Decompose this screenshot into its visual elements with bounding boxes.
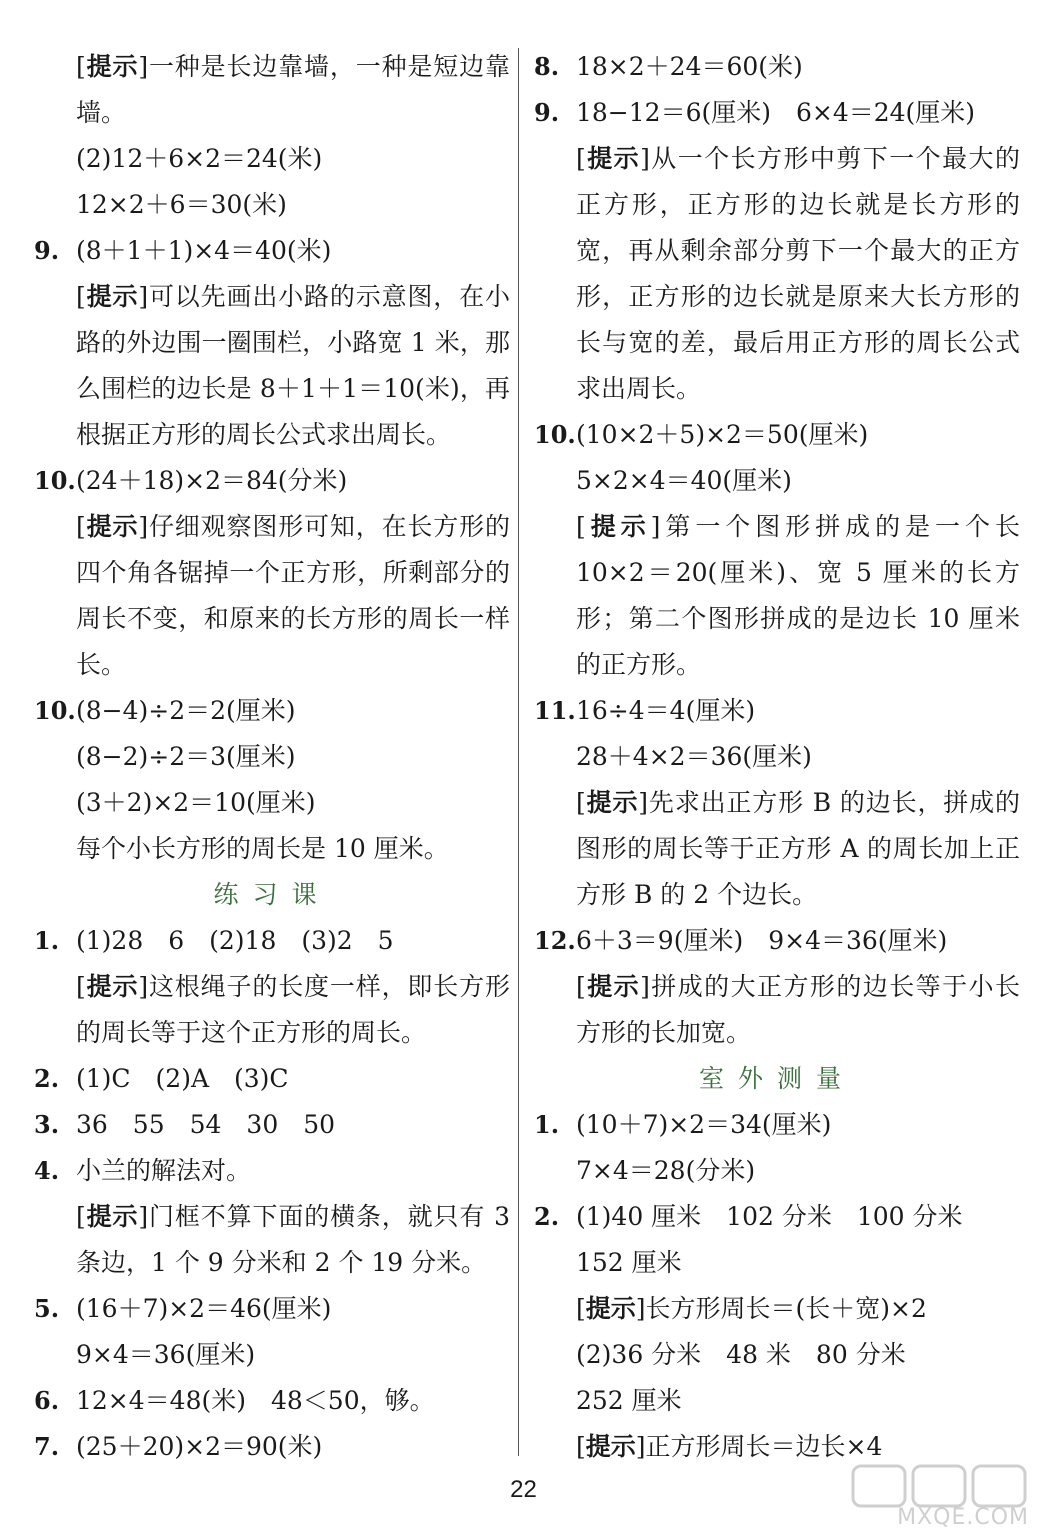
answer-line [76, 1424, 510, 1470]
hint-bracket: [ [576, 1432, 586, 1461]
answer-item [34, 1286, 510, 1378]
answer-item [534, 90, 1020, 412]
answer-item [34, 1102, 510, 1148]
answer-line [76, 136, 510, 182]
answer-line [576, 1240, 1020, 1286]
line-text: 12×4＝48(米) 48＜50，够。 [76, 1386, 435, 1415]
answer-line [76, 182, 510, 228]
line-text: (24＋18)×2＝84(分米) [76, 466, 348, 495]
hint-bracket: [ [76, 512, 86, 541]
answer-item [34, 1424, 510, 1470]
answer-item [534, 44, 1020, 90]
hint-label: 提示 [85, 52, 139, 81]
line-text: (8−4)÷2＝2(厘米) [76, 696, 296, 725]
answer-line [576, 458, 1020, 504]
item-number: 5. [34, 1294, 60, 1323]
item-number: 6. [34, 1386, 60, 1415]
answer-line [576, 1332, 1020, 1378]
answer-line [76, 688, 510, 734]
line-text: (1)40 厘米 102 分米 100 分米 [576, 1202, 963, 1231]
answer-line [76, 458, 510, 504]
line-text: (8−2)÷2＝3(厘米) [76, 742, 296, 771]
item-number: 8. [534, 52, 560, 81]
answer-line [76, 780, 510, 826]
answer-item [34, 1056, 510, 1102]
answer-item [534, 1102, 1020, 1194]
hint-line [576, 1286, 1020, 1332]
hint-bracket: [ [576, 788, 586, 817]
line-text: 从一个长方形中剪下一个最大的正方形，正方形的边长就是长方形的宽，再从剩余部分剪下一个最大的正方形，正方形的边长就是原来大长方形的长与宽的差，最后用正方形的周长公式求出周长。 [576, 144, 1020, 403]
item-number: 10. [34, 466, 76, 495]
answer-line [576, 412, 1020, 458]
answer-line [576, 734, 1020, 780]
hint-bracket: ] [138, 512, 149, 541]
hint-bracket: ] [138, 972, 149, 1001]
hint-bracket: [ [76, 282, 86, 311]
hint-bracket: ] [138, 52, 149, 81]
line-text: 152 厘米 [576, 1248, 682, 1277]
answer-line [76, 1102, 510, 1148]
answer-line [576, 918, 1020, 964]
watermark-text: MXQE.COM [897, 1505, 1029, 1530]
hint-bracket: [ [76, 1202, 86, 1231]
hint-label: 提示 [585, 512, 651, 541]
hint-label: 提示 [85, 512, 139, 541]
line-text: (2)36 分米 48 米 80 分米 [576, 1340, 906, 1369]
line-text: 正方形周长＝边长×4 [645, 1432, 883, 1461]
item-number: 1. [534, 1110, 560, 1139]
page-number: 22 [510, 1476, 537, 1503]
answer-item [534, 412, 1020, 688]
line-text: 第一个图形拼成的是一个长 10×2＝20(厘米)、宽 5 厘米的长方形；第二个图形拼成的是边长 10 厘米的正方形。 [576, 512, 1020, 679]
line-text: 16÷4＝4(厘米) [576, 696, 756, 725]
answer-item [34, 458, 510, 688]
line-text: (2)12＋6×2＝24(米) [76, 144, 323, 173]
column-divider [518, 48, 519, 1456]
hint-bracket: ] [635, 1432, 646, 1461]
line-text: 小兰的解法对。 [76, 1156, 252, 1185]
line-text: 18−12＝6(厘米) 6×4＝24(厘米) [576, 98, 976, 127]
answer-line [76, 1148, 510, 1194]
line-text: (1)C (2)A (3)C [76, 1064, 289, 1093]
hint-bracket: [ [576, 1294, 586, 1323]
right-column [534, 44, 1020, 1470]
item-number: 10. [534, 420, 576, 449]
line-text: (1)28 6 (2)18 (3)2 5 [76, 926, 394, 955]
hint-bracket: ] [635, 1294, 646, 1323]
line-text: (3＋2)×2＝10(厘米) [76, 788, 316, 817]
line-text: 12×2＋6＝30(米) [76, 190, 287, 219]
item-number: 3. [34, 1110, 60, 1139]
answer-item [34, 1378, 510, 1424]
answer-line [76, 1378, 510, 1424]
answer-line [76, 1056, 510, 1102]
line-text: 每个小长方形的周长是 10 厘米。 [76, 834, 449, 863]
section-title: 练习课 [213, 880, 331, 909]
answer-item [534, 688, 1020, 918]
answer-line [76, 918, 510, 964]
hint-bracket: [ [576, 512, 586, 541]
line-text: 28＋4×2＝36(厘米) [576, 742, 812, 771]
answer-line [576, 1148, 1020, 1194]
section-title: 室外测量 [698, 1064, 855, 1093]
hint-line [76, 964, 510, 1056]
answer-item [534, 918, 1020, 1056]
hint-line [76, 274, 510, 458]
answer-line [576, 90, 1020, 136]
hint-bracket: [ [76, 52, 86, 81]
hint-label: 提示 [585, 972, 641, 1001]
item-number: 7. [34, 1432, 60, 1461]
hint-label: 提示 [85, 1202, 139, 1231]
line-text: 252 厘米 [576, 1386, 682, 1415]
hint-label: 提示 [585, 144, 641, 173]
item-number: 1. [34, 926, 60, 955]
answer-line [76, 826, 510, 872]
line-text: 36 55 54 30 50 [76, 1110, 336, 1139]
answer-line [576, 1102, 1020, 1148]
hint-label: 提示 [85, 972, 139, 1001]
hint-bracket: ] [638, 788, 649, 817]
item-number: 9. [534, 98, 560, 127]
line-text: 7×4＝28(分米) [576, 1156, 756, 1185]
line-text: (10×2＋5)×2＝50(厘米) [576, 420, 869, 449]
hint-line [576, 136, 1020, 412]
answer-item [34, 44, 510, 228]
hint-line [76, 1194, 510, 1286]
hint-line [576, 964, 1020, 1056]
item-number: 10. [34, 696, 76, 725]
answer-line [576, 1378, 1020, 1424]
answer-line [576, 44, 1020, 90]
line-text: 6＋3＝9(厘米) 9×4＝36(厘米) [576, 926, 948, 955]
hint-label: 提示 [585, 1294, 636, 1323]
hint-bracket: ] [640, 144, 650, 173]
line-text: 18×2＋24＝60(米) [576, 52, 803, 81]
line-text: (16＋7)×2＝46(厘米) [76, 1294, 332, 1323]
answer-line [76, 1332, 510, 1378]
answer-line [76, 228, 510, 274]
hint-label: 提示 [585, 788, 639, 817]
hint-bracket: ] [138, 1202, 149, 1231]
line-text: 仔细观察图形可知，在长方形的四个角各锯掉一个正方形，所剩部分的周长不变，和原来的长方形的周长一样长。 [76, 512, 510, 679]
hint-bracket: [ [576, 972, 586, 1001]
line-text: 门框不算下面的横条，就只有 3 条边，1 个 9 分米和 2 个 19 分米。 [76, 1202, 510, 1277]
answer-line [576, 1194, 1020, 1240]
line-text: 9×4＝36(厘米) [76, 1340, 256, 1369]
hint-bracket: [ [76, 972, 86, 1001]
hint-label: 提示 [85, 282, 139, 311]
item-number: 9. [34, 236, 60, 265]
answer-item [34, 1148, 510, 1286]
line-text: 先求出正方形 B 的边长，拼成的图形的周长等于正方形 A 的周长加上正方形 B 的 2 个边长。 [576, 788, 1020, 909]
answer-item [34, 918, 510, 1056]
line-text: 拼成的大正方形的边长等于小长方形的长加宽。 [576, 972, 1020, 1047]
hint-bracket: ] [640, 972, 650, 1001]
item-number: 2. [534, 1202, 560, 1231]
item-number: 12. [534, 926, 576, 955]
answer-line [76, 734, 510, 780]
item-number: 2. [34, 1064, 60, 1093]
hint-line [576, 504, 1020, 688]
answer-line [576, 688, 1020, 734]
hint-line [76, 504, 510, 688]
hint-line [76, 44, 510, 136]
line-text: 一种是长边靠墙，一种是短边靠墙。 [76, 52, 510, 127]
left-column [34, 44, 510, 1470]
answer-line [76, 1286, 510, 1332]
hint-bracket: ] [650, 512, 661, 541]
line-text: 这根绳子的长度一样，即长方形的周长等于这个正方形的周长。 [76, 972, 510, 1047]
item-number: 11. [534, 696, 576, 725]
line-text: 长方形周长＝(长＋宽)×2 [645, 1294, 927, 1323]
hint-line [576, 780, 1020, 918]
line-text: 5×2×4＝40(厘米) [576, 466, 792, 495]
hint-bracket: ] [138, 282, 149, 311]
item-number: 4. [34, 1156, 60, 1185]
watermark-logo [849, 1460, 1029, 1530]
answer-item [534, 1194, 1020, 1470]
line-text: 可以先画出小路的示意图，在小路的外边围一圈围栏，小路宽 1 米，那么围栏的边长是 8＋1＋1＝10(米)，再根据正方形的周长公式求出周长。 [76, 282, 510, 449]
line-text: (8＋1＋1)×4＝40(米) [76, 236, 332, 265]
line-text: (25＋20)×2＝90(米) [76, 1432, 323, 1461]
hint-label: 提示 [585, 1432, 636, 1461]
answer-item [34, 688, 510, 872]
answer-item [34, 228, 510, 458]
line-text: (10＋7)×2＝34(厘米) [576, 1110, 832, 1139]
hint-bracket: [ [576, 144, 586, 173]
